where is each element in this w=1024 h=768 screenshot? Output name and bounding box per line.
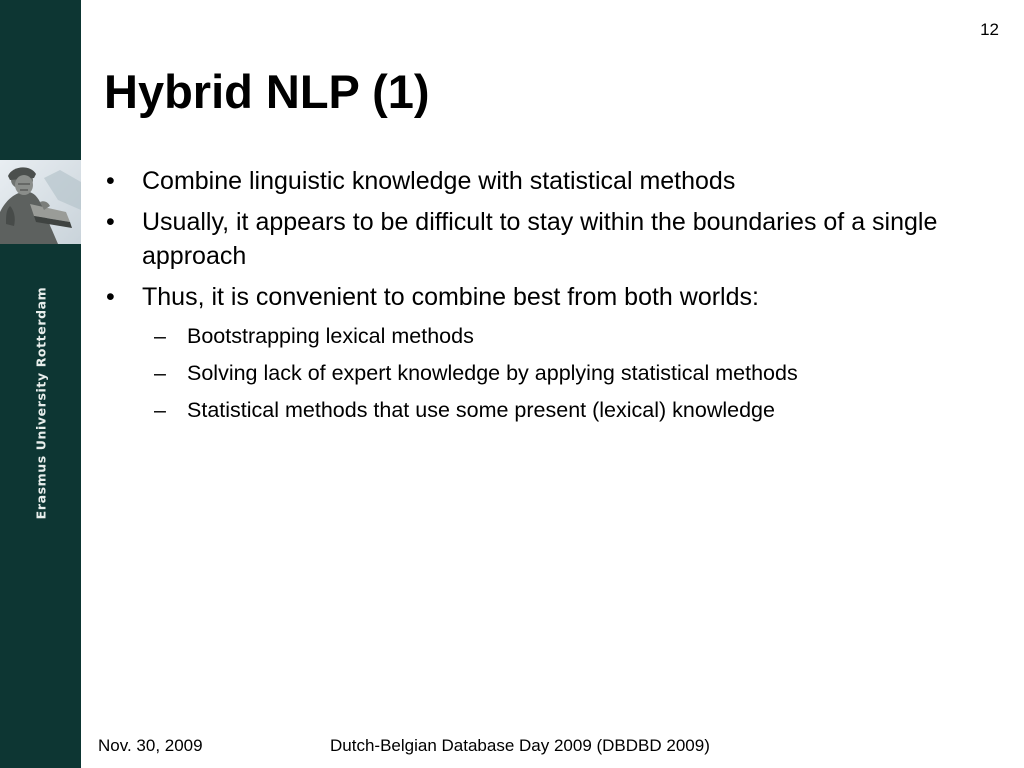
sub-bullet-marker: – xyxy=(154,398,166,422)
bullet-marker: • xyxy=(106,283,115,311)
bullet-text: Usually, it appears to be difficult to stay within the boundaries of a single approach xyxy=(142,208,938,270)
bullet-item xyxy=(104,164,964,198)
sub-bullet-item xyxy=(104,321,964,351)
slide-content xyxy=(104,164,964,432)
sub-bullet-item xyxy=(104,395,964,425)
bullet-item xyxy=(104,205,964,273)
erasmus-statue-icon xyxy=(0,160,81,244)
bullet-marker: • xyxy=(106,167,115,195)
sub-bullet-item xyxy=(104,358,964,388)
footer-event: Dutch-Belgian Database Day 2009 (DBDBD 2009) xyxy=(330,736,710,755)
sub-bullet-text: Solving lack of expert knowledge by applying statistical methods xyxy=(187,361,798,385)
sub-bullet-marker: – xyxy=(154,324,166,348)
bullet-marker: • xyxy=(106,208,115,236)
sub-bullet-text: Statistical methods that use some present (lexical) knowledge xyxy=(187,398,775,422)
bullet-item xyxy=(104,280,964,314)
institution-name: Erasmus University Rotterdam xyxy=(33,286,49,520)
sub-bullet-text: Bootstrapping lexical methods xyxy=(187,324,474,348)
footer-date: Nov. 30, 2009 xyxy=(98,736,203,755)
sidebar xyxy=(0,0,81,768)
sub-bullet-marker: – xyxy=(154,361,166,385)
bullet-text: Combine linguistic knowledge with statistical methods xyxy=(142,167,736,195)
bullet-text: Thus, it is convenient to combine best from both worlds: xyxy=(142,283,759,311)
slide-title: Hybrid NLP (1) xyxy=(104,65,430,118)
page-number: 12 xyxy=(980,20,999,39)
